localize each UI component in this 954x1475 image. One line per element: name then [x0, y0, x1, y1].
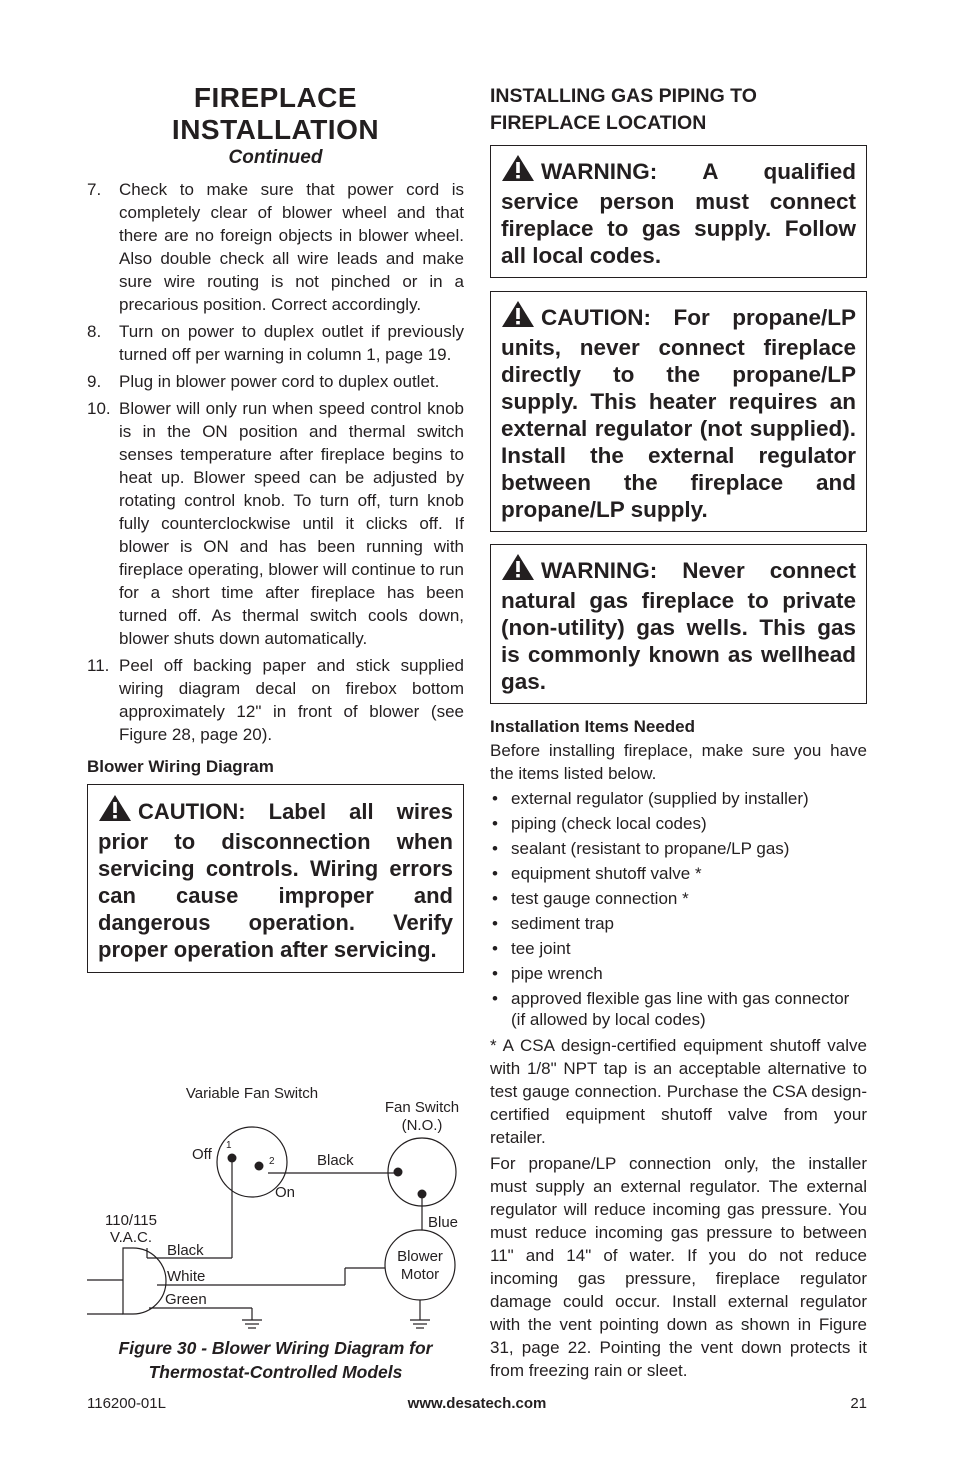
voltage-label-2: V.A.C. [110, 1229, 152, 1246]
gas-piping-heading [490, 83, 867, 137]
step-text: Plug in blower power cord to duplex outlet. [119, 372, 440, 391]
title-line-1: FIREPLACE [193, 82, 358, 113]
title-line-2: INSTALLATION [171, 114, 380, 145]
warning-text: WARNING: A qualified service person must connect fireplace to gas supply. Follow all local codes. [501, 159, 856, 268]
warning-box-qualified [490, 145, 867, 278]
list-item: • test gauge connection * [490, 888, 867, 909]
green-label: Green [165, 1291, 207, 1308]
step-number: 11. [87, 656, 110, 675]
step-number: 7. [87, 180, 102, 199]
voltage-label-1: 110/115 [105, 1212, 157, 1229]
black-top-label: Black [317, 1152, 354, 1169]
list-item: • approved flexible gas line with gas connector (if allowed by local codes) [490, 988, 867, 1030]
list-item [87, 320, 464, 366]
motor-label-1: Blower [397, 1248, 443, 1265]
step-text: Check to make sure that power cord is completely clear of blower wheel and that there are no foreign objects in blower wheel. Also double check all wire leads and make sure wire routing is not pinched or in a precarious position. Correct accordingly. [119, 180, 464, 314]
step-number: 9. [87, 372, 102, 391]
off-label: Off [192, 1146, 212, 1163]
list-item: • external regulator (supplied by installer) [490, 788, 867, 809]
step-number: 8. [87, 322, 102, 341]
caution-box-propane [490, 291, 867, 532]
black-label: Black [167, 1242, 204, 1259]
left-column [87, 80, 464, 973]
items-intro: Before installing fireplace, make sure you have the items listed below. [490, 741, 867, 783]
doc-number: 116200-01L [87, 1395, 166, 1412]
items-heading: Installation Items Needed [490, 717, 695, 736]
step-text: Peel off backing paper and stick supplied wiring diagram decal on firebox bottom approximately 12" in front of blower (see Figure 28, page 20). [119, 656, 464, 744]
list-item: • piping (check local codes) [490, 813, 867, 834]
caption-line-2: Thermostat-Controlled Models [148, 1362, 403, 1382]
propane-note: For propane/LP connection only, the installer must supply an external regulator. The external regulator will reduce incoming gas pressure. You must reduce incoming gas pressure to between 11" and 14" of water. If you do not reduce incoming gas pressure, fireplace regulator damage could occur. Install external regulator with the vent pointing down as shown in Figure 31, page 22. Pointing the vent down protects it from freezing rain or sleet. [490, 1154, 867, 1380]
items-list [490, 788, 867, 1030]
list-item [87, 397, 464, 650]
list-item: • pipe wrench [490, 963, 867, 984]
white-label: White [167, 1268, 206, 1285]
wiring-diagram-svg [87, 1080, 464, 1340]
page-subtitle: Continued [228, 147, 323, 168]
list-item: • tee joint [490, 938, 867, 959]
warning-text: WARNING: Never connect natural gas fireplace to private (non-utility) gas wells. This gas is commonly known as wellhead gas. [501, 558, 856, 694]
motor-label-2: Motor [400, 1266, 440, 1283]
on-label: On [275, 1184, 296, 1201]
page-title [87, 82, 464, 146]
wiring-diagram [87, 1080, 464, 1340]
website: www.desatech.com [407, 1395, 547, 1412]
blower-motor-symbol [385, 1230, 455, 1300]
step-number: 10. [87, 399, 111, 418]
warning-triangle-icon [501, 154, 535, 188]
caption-line-1: Figure 30 - Blower Wiring Diagram for [118, 1338, 433, 1358]
blower-wiring-heading: Blower Wiring Diagram [87, 757, 274, 776]
step-text: Turn on power to duplex outlet if previously turned off per warning in column 1, page 19. [119, 322, 464, 364]
list-item: • equipment shutoff valve * [490, 863, 867, 884]
step-text: Blower will only run when speed control knob is in the ON position and thermal switch senses temperature after fireplace begins to heat up. Blower speed can be adjusted by rotating control knob. To turn off, turn knob fully counterclockwise until it clicks off. If blower is ON and has been running with fireplace operating, blower will continue to run for a short time after fireplace has been turned off. As thermal switch cools down, blower shuts down automatically. [119, 399, 464, 648]
list-item [87, 654, 464, 746]
warning-triangle-icon [501, 553, 535, 587]
terminal-2-label: 2 [269, 1156, 275, 1167]
list-item [87, 370, 464, 393]
terminal-1-label: 1 [226, 1140, 232, 1151]
variable-switch-label: Variable Fan Switch [185, 1085, 319, 1102]
warning-box-wellhead [490, 544, 867, 704]
caution-text: CAUTION: Label all wires prior to disconnection when servicing controls. Wiring errors can cause improper and dangerous operation. Verify proper operation after servicing. [98, 799, 453, 962]
right-column [490, 80, 867, 1385]
heading-line-2: FIREPLACE LOCATION [490, 112, 707, 134]
steps-list [87, 178, 464, 746]
blue-label: Blue [428, 1214, 459, 1231]
heading-line-1: INSTALLING GAS PIPING TO [490, 85, 757, 107]
warning-triangle-icon [501, 300, 535, 334]
list-item: • sediment trap [490, 913, 867, 934]
csa-note: * A CSA design-certified equipment shutoff valve with 1/8" NPT tap is an acceptable alternative to test gauge connection. Purchase the CSA design-certified equipment shutoff valve from your retailer. [490, 1036, 867, 1147]
caution-text: CAUTION: For propane/LP units, never connect fireplace directly to the propane/LP supply. This heater requires an external regulator (not supplied). Install the external regulator between the fireplace and propane/LP supply. [501, 305, 856, 522]
list-item: • sealant (resistant to propane/LP gas) [490, 838, 867, 859]
figure-caption [87, 1336, 464, 1384]
list-item [87, 178, 464, 316]
caution-box-wires [87, 784, 464, 973]
fan-switch-label-1: Fan Switch [384, 1099, 460, 1116]
page-number: 21 [850, 1395, 867, 1412]
warning-triangle-icon [98, 794, 132, 828]
fan-switch-label-2: (N.O.) [401, 1117, 443, 1134]
